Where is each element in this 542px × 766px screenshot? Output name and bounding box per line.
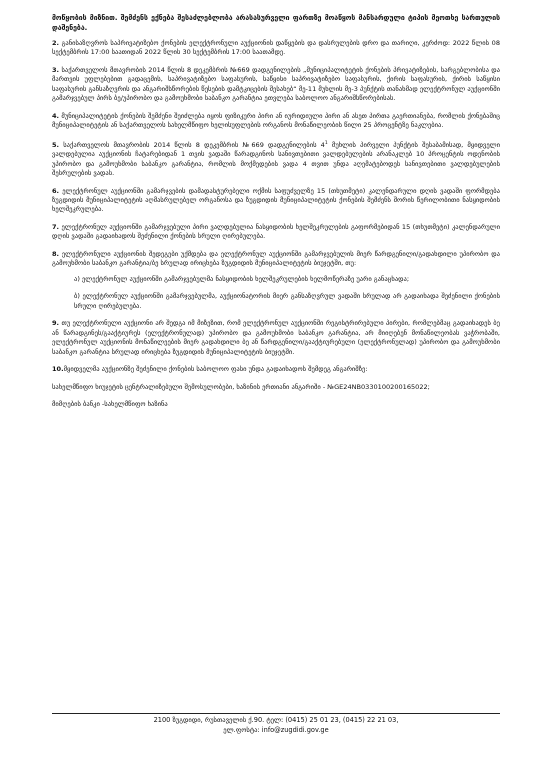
paragraph-number: 9. xyxy=(52,319,60,328)
paragraph-number: 7. xyxy=(52,223,60,232)
superscript: 1 xyxy=(324,140,328,146)
paragraph-9 xyxy=(52,319,500,357)
bank-line: მიმღების ბანკი -სახელმწიფო ხაზინა xyxy=(52,400,168,409)
document-body xyxy=(52,13,500,418)
footer-divider xyxy=(52,713,500,714)
paragraph-text: მყიდველმა აუქციონზე შეძენილი ქონების საბოლოო ფასი უნდა გადაიხადოს შემდეგ ანგარიშზე: xyxy=(63,365,368,374)
paragraph-4 xyxy=(52,112,500,131)
paragraph-text: მუნიციპალიტეტის ქონების შემძენი შეიძლება იყოს ფიზიკური პირი ან იურიდიული პირი ან ასეთ პირთა გაერთიანება, რომლის ქონებაშიც მუნიციპალიტეტის ან საქართველოს სახელმწიფო ხელისუფლების ორგანოს მონაწილეობის წილი 25 პროცენტზე ნაკლებია. xyxy=(52,111,500,130)
paragraph-number: 3. xyxy=(52,66,60,74)
paragraph-text: ელექტრონულ აუქციონში გამარჯვებული პირი ვალდებულია ნასყიდობის ხელშეკრულების გაფორმებიდან 15 (თხუთმეტი) კალენდარული დღის ვადაში გადაიხადოს შეძენილი ქონების სრული ღირებულება. xyxy=(52,223,500,241)
paragraph-number: 4. xyxy=(52,111,60,120)
footer-address: 2100 ზუგდიდი, რუსთაველის ქ.90. ტელ: (0415) 25 01 23, (0415) 22 21 03, xyxy=(153,716,399,724)
sub-item-b: ბ) ელექტრონულ აუქციონში გამარჯვებულმა, აუქციონატორის მიერ განსაზღვრულ ვადაში სრულად არ გადაიხადა შეძენილი ქონების სრული ღირებულება. xyxy=(74,292,500,310)
paragraph-text: საქართველოს მთავრობის 2014 წლის 8 დეკემბრის №669 დადგენილების 4 xyxy=(59,140,325,149)
paragraph-text-continued: მუხლის პირველი პუნქტის შესაბამისად, მყიდველი ვალდებულია აუქციონის ჩატარებიდან 1 თვის ვადაში წარადგინოს სანივთებითი ვალდებულების არანაკლებ 10 პროცენტის ოდენობის უპირობო და გამოუხმობი საბანკო გარანტია, რომლის მოქმედების ვადა 4 თვით უნდა აღემატებოდეს სანივთებითი ვალდებულების შესრულების ვადას. xyxy=(52,140,500,178)
account-line: სახელმწიფო ხიუჯეტის ცენტრალიზებული შემოსულობები, ხაზინის ერთიანი ანგარიში - №GE24NB0330100200165022; xyxy=(52,382,430,391)
paragraph-text: ელექტრონული აუქციონის შედეგები უქმდება და ელექტრონულ აუქციონში გამარჯვებულის მიერ წარდგენილი/გადახდილი უპირობო და გამოუხმობი საბანკო გარანტია/ბე სრულად ირიცხება ზუგდიდის მუნიციპალიტეტის ბიუჯეტში, თუ: xyxy=(52,250,500,268)
sub-item-a: ა) ელექტრონულ აუქციონში გამარჯვებულმა ნასყიდობის ხელშეკრულების ხელმოწერაზე უარი განაცხადა; xyxy=(74,274,410,283)
paragraph-10 xyxy=(52,365,500,374)
paragraph-text: თუ ელექტრონული აუქციონი არ შედგა იმ მიზეზით, რომ ელექტრონულ აუქციონში რეგისტრირებული პირები, რომლებმაც გადაიხადეს ბე ან წარადგინეს/გააქტიურეს (ელექტრონულად) უპირობო და გამოუხმობი საბანკო გარანტია, არ მიიღებენ მონაწილეობას ვაჭრობაში, ელექტრონულ აუქციონის მონაწილეების მიერ გადახდილი ბე ან წარდგენილი/გააქტიურებული (ელექტრონულად) უპირობო და გამოუხმობი საბანკო გარანტია სრულად ირიცხება ზუგდიდის მუნიციპალიტეტის ბიუჯეტში. xyxy=(52,319,500,356)
paragraph-number: 6. xyxy=(52,186,60,195)
paragraph-number: 8. xyxy=(52,250,60,259)
paragraph-number: 5. xyxy=(52,140,60,149)
footer xyxy=(52,716,500,735)
paragraph-2 xyxy=(52,39,500,58)
paragraph-8 xyxy=(52,250,500,269)
paragraph-7 xyxy=(52,223,500,242)
paragraph-6 xyxy=(52,187,500,215)
paragraph-number: 2. xyxy=(52,39,60,47)
footer-email: ელ.ფოსტა: info@zugdidi.gov.ge xyxy=(223,725,329,734)
paragraph-5 xyxy=(52,139,500,179)
paragraph-3 xyxy=(52,66,500,104)
paragraph-text: საქართველოს მთავრობის 2014 წლის 8 დეკემბრის №669 დადგენილების „მუნიციპალიტეტის ქონების პრივატიზების, სარგებლობისა და მართვის უფლებებით გადაცემის, საპრივატიზებო საფასურის, საწყისი საპრივატიზებო საფასურის, ქირის საფასურის, ქირის საწყისი საფასურის განსაზღვრის და ანგარიშსწორების წესების დამტკიცების შესახებ“ მე-11 მუხლის მე-3 პუნქტის თანახმად ელექტრონულ აუქციონში გამარჯვებულ პირს ბე/უპირობო და გამოუხმობი საბანკო გარანტია ეთვლება საბოლოო ანგარიშსწორებისას. xyxy=(52,66,500,103)
intro-paragraph: მოწყობის მიზნით. შემძენს ექნება შესაძლებლობა არასასურველი ფართზე მოაწყოს მანსარდული ტიპის მეოთხე სართულის დაშენება. xyxy=(52,14,500,32)
paragraph-text: ელექტრონულ აუქციონში გამარჯვების დამადასტურებელი ოქმის საფუძველზე 15 (თხუთმეტი) კალენდარული დღის ვადაში ფორმდება ზუგდიდის მუნიციპალიტეტის აღმასრულებელ ორგანოსა და ზუგდიდის მუნიციპალიტეტის ქონების შემძენს შორის წერილობითი ნასყიდობის ხელშეკრულება. xyxy=(52,186,500,214)
paragraph-number: 10. xyxy=(52,365,64,374)
paragraph-text: განისაზღვროს საპრივატიზებო ქონების ელექტრონული აუქციონის დაწყების და დასრულების დრო და თარიღი, კერძოდ: 2022 წლის 08 სექტემბრის 17:00 საათიდან 2022 წლის 30 სექტემბრის 17:00 საათამდე. xyxy=(52,39,500,57)
